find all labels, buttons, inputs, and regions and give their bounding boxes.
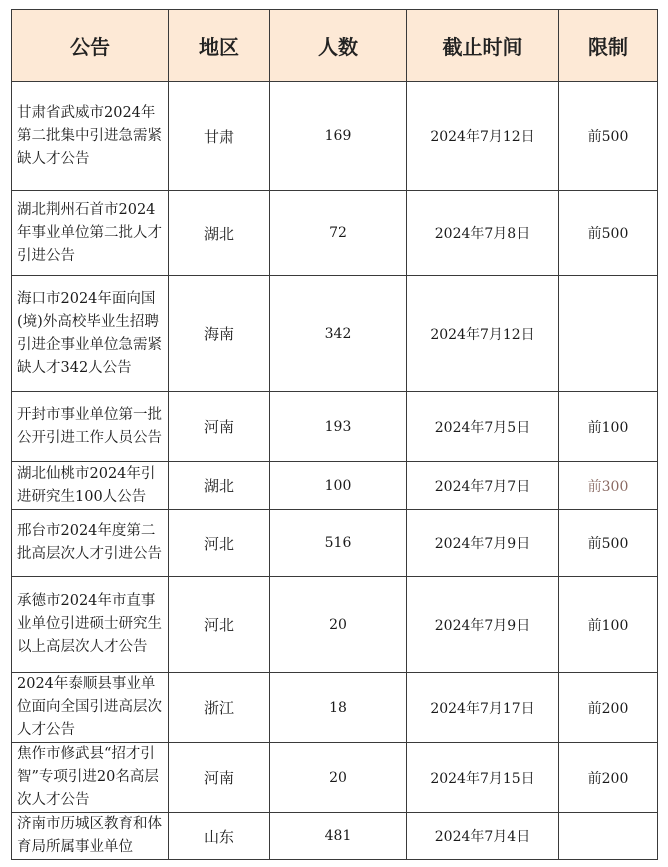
count-cell: 20 — [270, 577, 407, 673]
header-limit: 限制 — [559, 10, 658, 82]
count-cell: 18 — [270, 673, 407, 743]
table-row — [12, 813, 658, 860]
table-row — [12, 743, 658, 813]
region-cell: 山东 — [169, 813, 270, 860]
table-container — [11, 9, 658, 860]
limit-cell: 前300 — [559, 462, 658, 510]
limit-cell: 前100 — [559, 577, 658, 673]
deadline-cell: 2024年7月12日 — [407, 276, 559, 392]
limit-cell: 前500 — [559, 82, 658, 191]
count-cell: 193 — [270, 392, 407, 462]
table-row — [12, 673, 658, 743]
region-cell: 河南 — [169, 743, 270, 813]
deadline-cell: 2024年7月15日 — [407, 743, 559, 813]
table-row — [12, 276, 658, 392]
deadline-cell: 2024年7月12日 — [407, 82, 559, 191]
announcement-cell: 湖北仙桃市2024年引进研究生100人公告 — [12, 462, 169, 510]
deadline-cell: 2024年7月9日 — [407, 510, 559, 577]
deadline-cell: 2024年7月8日 — [407, 191, 559, 276]
header-row — [12, 10, 658, 82]
header-announcement: 公告 — [12, 10, 169, 82]
deadline-cell: 2024年7月17日 — [407, 673, 559, 743]
limit-cell — [559, 813, 658, 860]
count-cell: 72 — [270, 191, 407, 276]
count-cell: 20 — [270, 743, 407, 813]
announcement-cell: 开封市事业单位第一批公开引进工作人员公告 — [12, 392, 169, 462]
table-row — [12, 577, 658, 673]
header-region: 地区 — [169, 10, 270, 82]
limit-cell: 前200 — [559, 673, 658, 743]
header-count: 人数 — [270, 10, 407, 82]
region-cell: 浙江 — [169, 673, 270, 743]
limit-cell — [559, 276, 658, 392]
limit-cell: 前500 — [559, 191, 658, 276]
count-cell: 481 — [270, 813, 407, 860]
deadline-cell: 2024年7月9日 — [407, 577, 559, 673]
region-cell: 河北 — [169, 510, 270, 577]
count-cell: 516 — [270, 510, 407, 577]
region-cell: 甘肃 — [169, 82, 270, 191]
talent-announcement-table — [11, 9, 658, 860]
announcement-cell: 济南市历城区教育和体育局所属事业单位 — [12, 813, 169, 860]
table-row — [12, 462, 658, 510]
region-cell: 河南 — [169, 392, 270, 462]
announcement-cell: 2024年泰顺县事业单位面向全国引进高层次人才公告 — [12, 673, 169, 743]
count-cell: 169 — [270, 82, 407, 191]
table-row — [12, 392, 658, 462]
region-cell: 海南 — [169, 276, 270, 392]
limit-cell: 前500 — [559, 510, 658, 577]
announcement-cell: 邢台市2024年度第二批高层次人才引进公告 — [12, 510, 169, 577]
deadline-cell: 2024年7月5日 — [407, 392, 559, 462]
announcement-cell: 甘肃省武威市2024年第二批集中引进急需紧缺人才公告 — [12, 82, 169, 191]
table-row — [12, 191, 658, 276]
deadline-cell: 2024年7月7日 — [407, 462, 559, 510]
announcement-cell: 承德市2024年市直事业单位引进硕士研究生以上高层次人才公告 — [12, 577, 169, 673]
announcement-cell: 焦作市修武县“招才引智”专项引进20名高层次人才公告 — [12, 743, 169, 813]
region-cell: 湖北 — [169, 462, 270, 510]
announcement-cell: 湖北荆州石首市2024年事业单位第二批人才引进公告 — [12, 191, 169, 276]
table-row — [12, 82, 658, 191]
header-deadline: 截止时间 — [407, 10, 559, 82]
deadline-cell: 2024年7月4日 — [407, 813, 559, 860]
count-cell: 100 — [270, 462, 407, 510]
count-cell: 342 — [270, 276, 407, 392]
limit-cell: 前200 — [559, 743, 658, 813]
region-cell: 湖北 — [169, 191, 270, 276]
announcement-cell: 海口市2024年面向国(境)外高校毕业生招聘引进企事业单位急需紧缺人才342人公告 — [12, 276, 169, 392]
table-row — [12, 510, 658, 577]
limit-cell: 前100 — [559, 392, 658, 462]
region-cell: 河北 — [169, 577, 270, 673]
